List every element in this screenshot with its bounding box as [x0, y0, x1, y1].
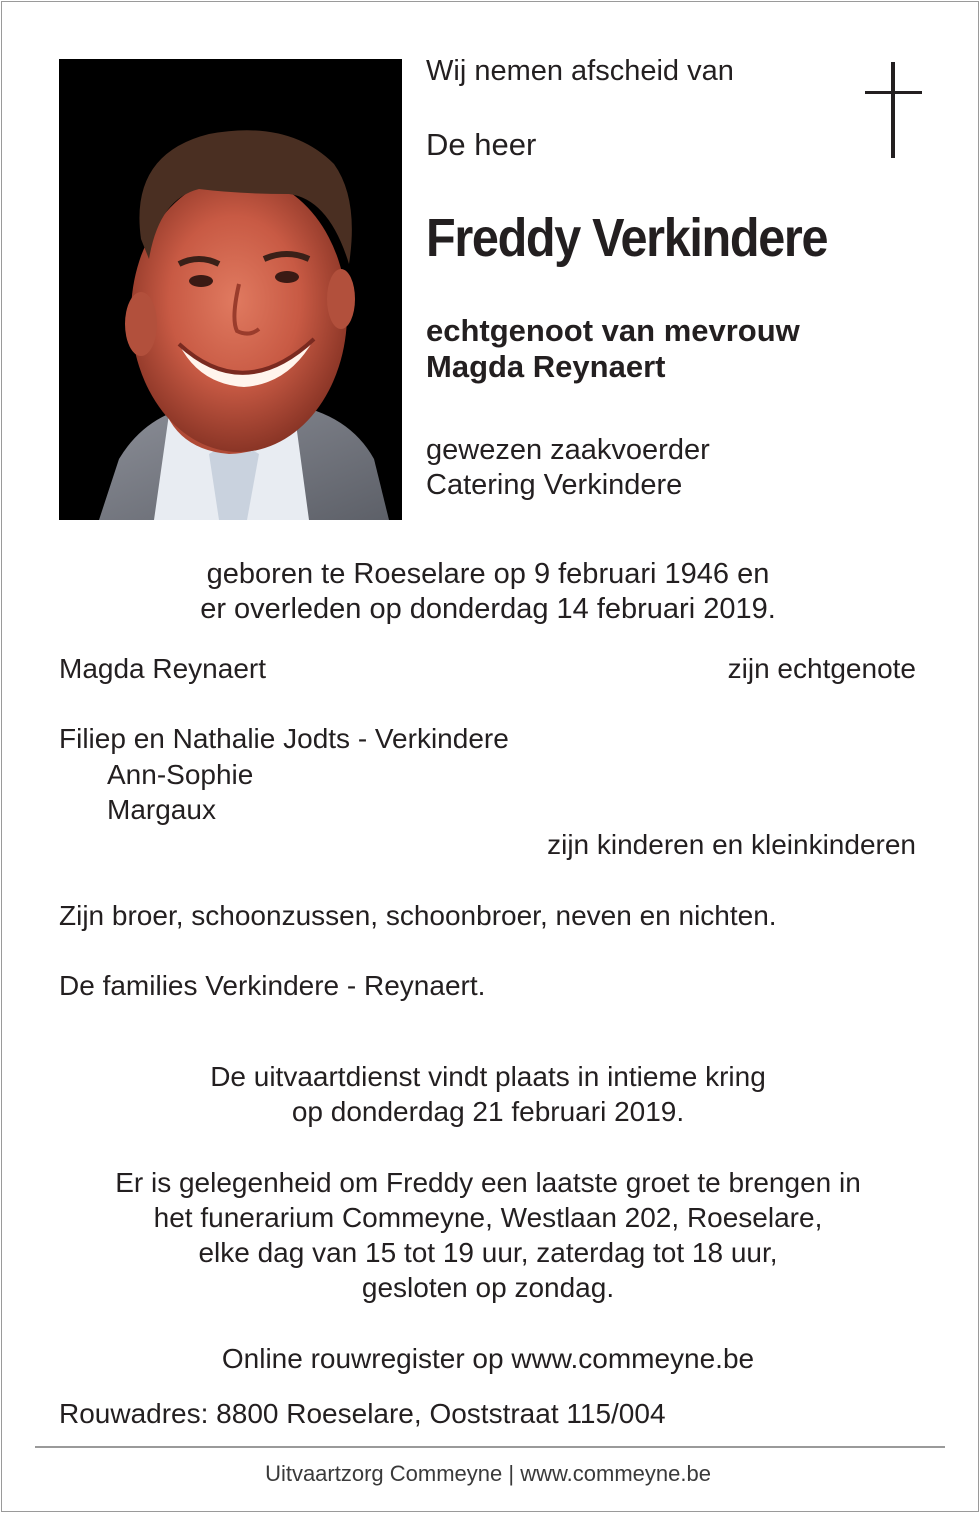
- deceased-name: Freddy Verkindere: [426, 208, 828, 268]
- cross-icon: [865, 62, 922, 158]
- honorific: De heer: [426, 127, 537, 162]
- visitation-line-4: gesloten op zondag.: [361, 1272, 615, 1303]
- occupation-line-1: gewezen zaakvoerder: [426, 434, 710, 466]
- footer-text: Uitvaartzorg Commeyne | www.commeyne.be: [265, 1461, 711, 1486]
- portrait-illustration: [59, 59, 402, 520]
- spouse-line-2: Magda Reynaert: [426, 349, 666, 384]
- occupation-line-2: Catering Verkindere: [426, 469, 683, 501]
- spouse-line-1: echtgenoot van mevrouw: [426, 313, 800, 348]
- born-line-1: geboren te Roeselare op 9 februari 1946 en: [206, 558, 770, 590]
- online-register: Online rouwregister op www.commeyne.be: [221, 1343, 755, 1374]
- spouse-info: [426, 313, 800, 385]
- funeral-service-info: [0, 1059, 976, 1129]
- visitation-line-3: elke dag van 15 tot 19 uur, zaterdag tot 18 uur,: [198, 1237, 778, 1268]
- intro-text: Wij nemen afscheid van: [426, 55, 734, 87]
- visitation-line-2: het funerarium Commeyne, Westlaan 202, Roeselare,: [153, 1202, 823, 1233]
- children-names: Filiep en Nathalie Jodts - Verkindere: [59, 723, 509, 754]
- spouse-name: Magda Reynaert: [59, 653, 267, 684]
- service-line-2: op donderdag 21 februari 2019.: [291, 1096, 685, 1127]
- portrait-photo: [59, 59, 402, 520]
- siblings-text: Zijn broer, schoonzussen, schoonbroer, neven en nichten.: [59, 900, 777, 931]
- service-line-1: De uitvaartdienst vindt plaats in intieme kring: [210, 1061, 766, 1092]
- birth-death-info: [0, 557, 976, 627]
- visitation-info: [0, 1165, 976, 1305]
- spouse-relation: zijn echtgenote: [727, 653, 916, 684]
- born-line-2: er overleden op donderdag 14 februari 2019.: [200, 593, 776, 625]
- grandchild-name: Ann-Sophie: [107, 759, 254, 790]
- occupation: [426, 433, 710, 503]
- families-text: De families Verkindere - Reynaert.: [59, 970, 486, 1001]
- grandchild-name: Margaux: [107, 794, 216, 825]
- visitation-line-1: Er is gelegenheid om Freddy een laatste groet te brengen in: [115, 1167, 861, 1198]
- footer-divider: [35, 1446, 945, 1448]
- children-relation: zijn kinderen en kleinkinderen: [547, 829, 916, 860]
- mourning-address: Rouwadres: 8800 Roeselare, Ooststraat 115/004: [59, 1398, 666, 1429]
